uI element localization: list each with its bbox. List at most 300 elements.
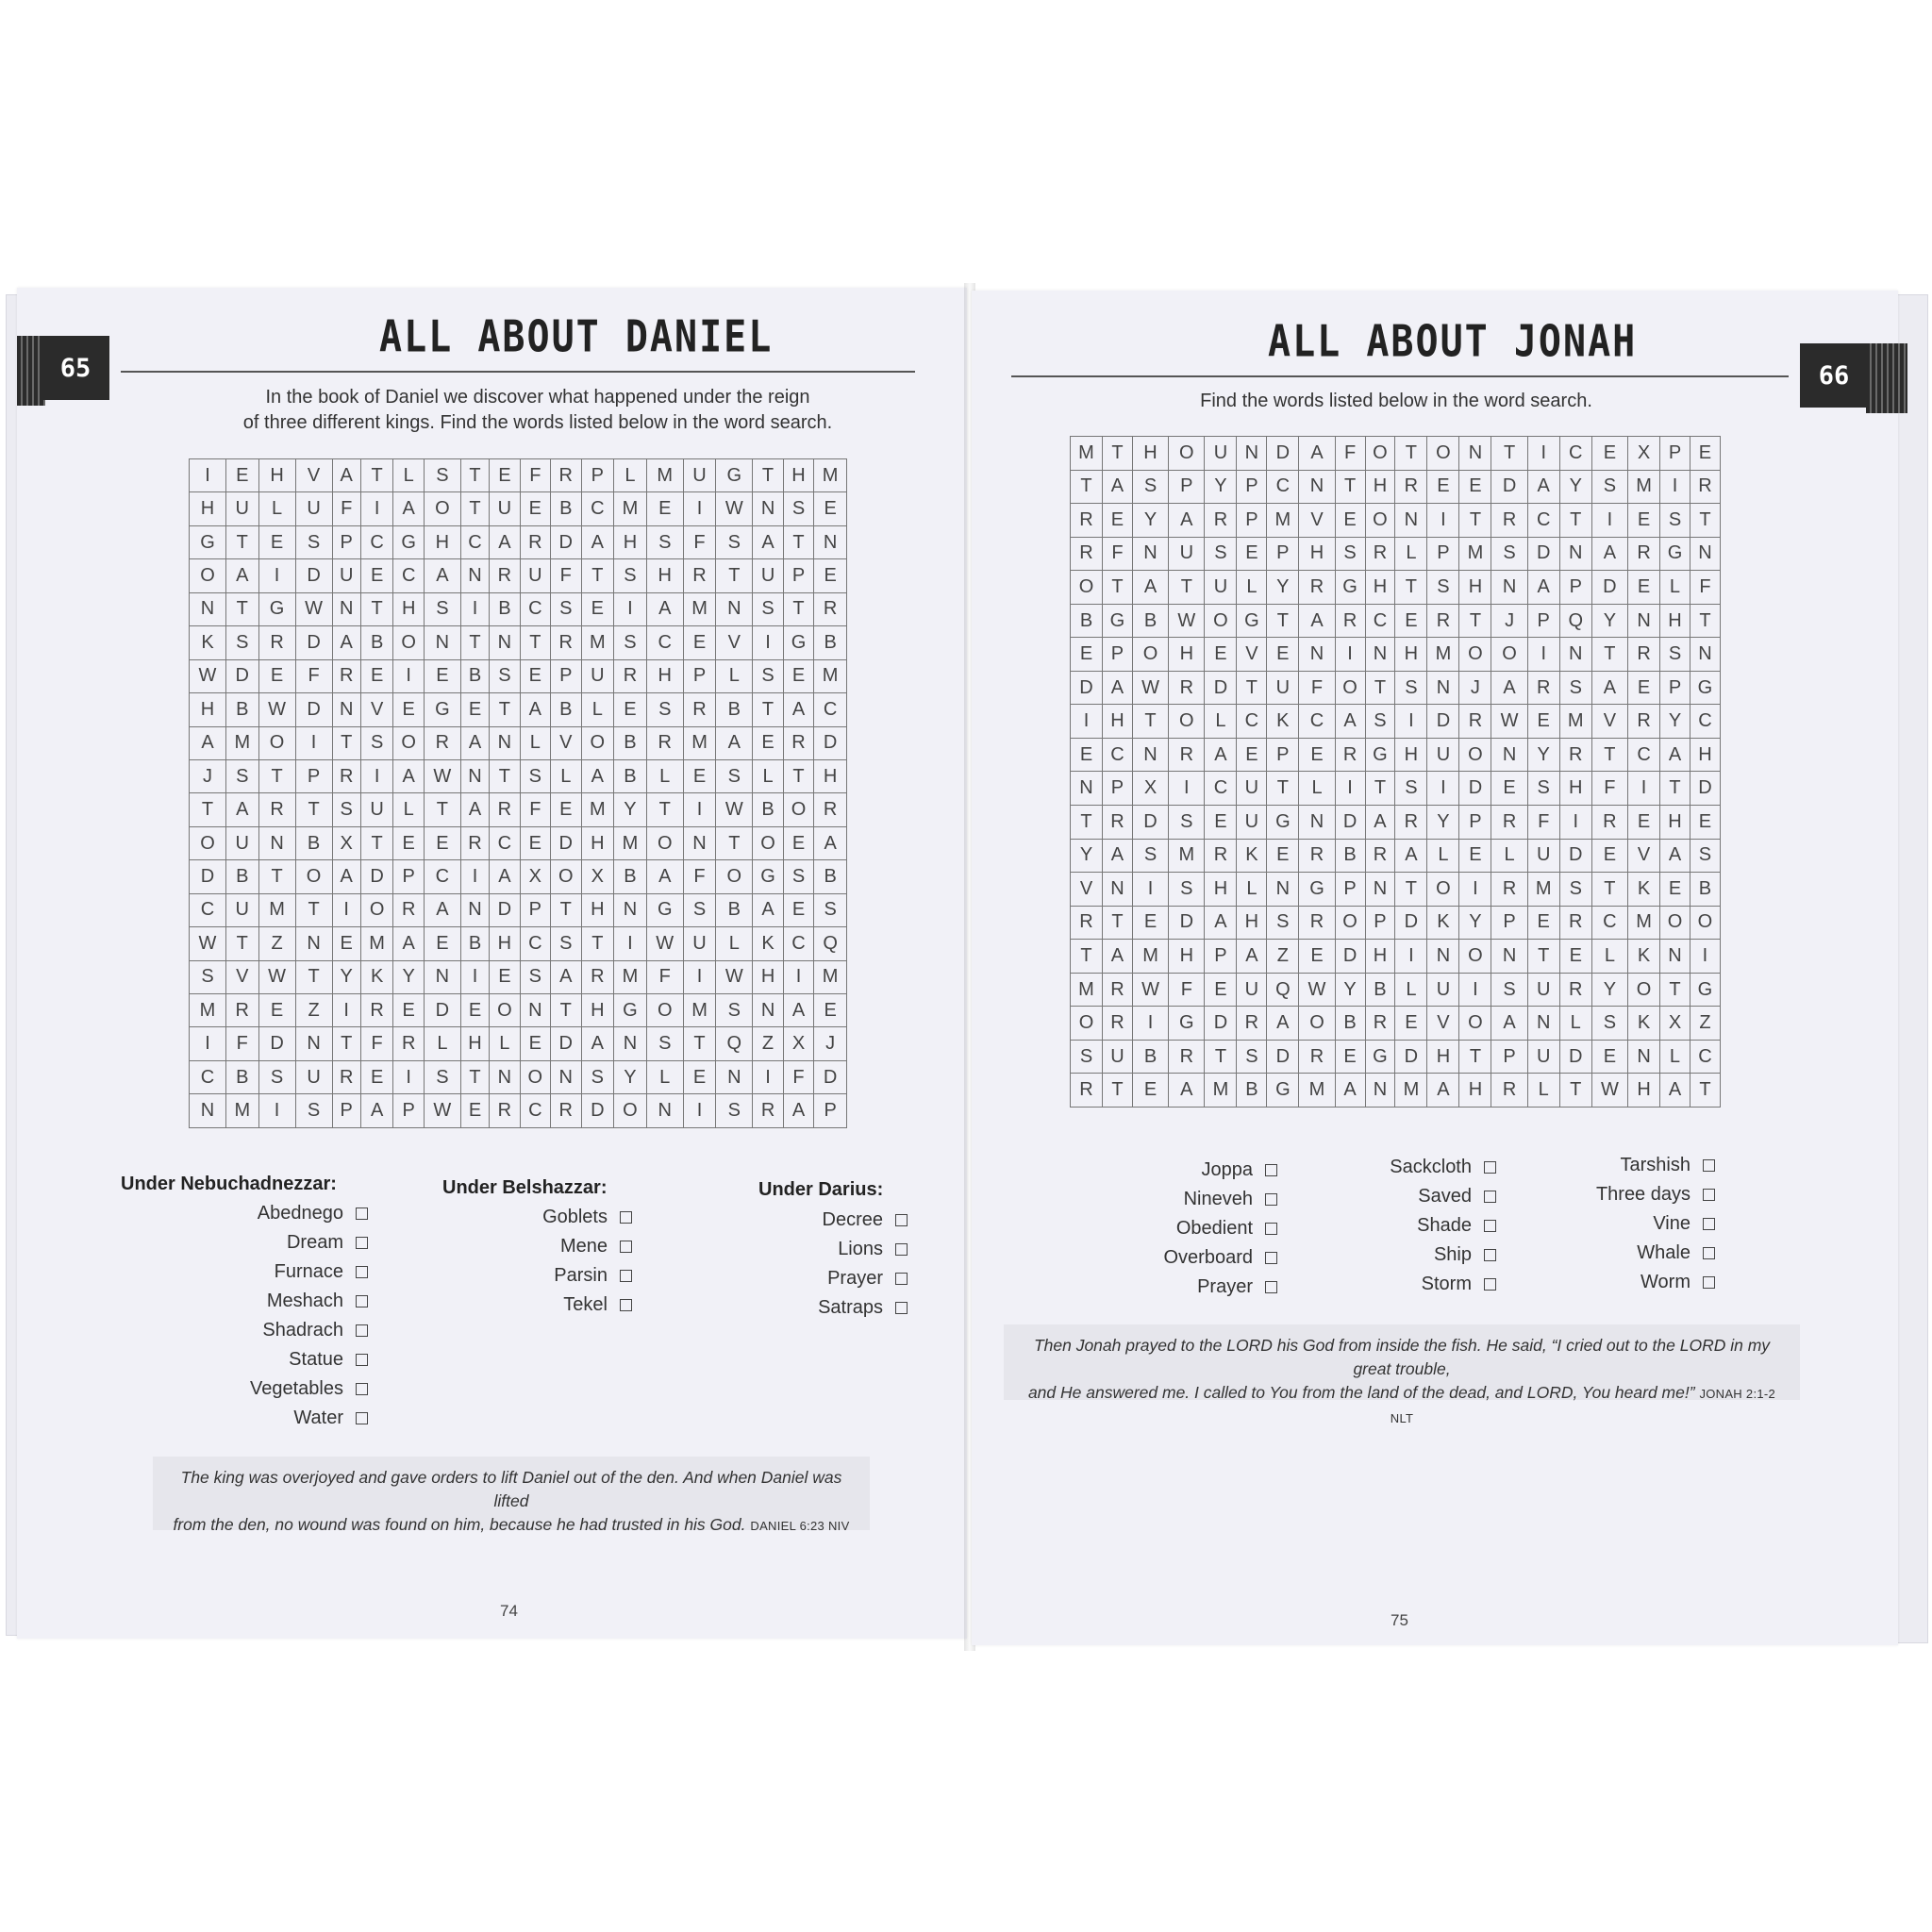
grid-cell: B — [1365, 973, 1395, 1007]
grid-cell: M — [1071, 973, 1103, 1007]
grid-cell: I — [295, 726, 332, 759]
grid-cell: E — [1132, 1074, 1168, 1108]
grid-cell: C — [1527, 504, 1559, 538]
grid-cell: X — [1660, 1007, 1690, 1041]
grid-cell: D — [1591, 571, 1627, 605]
grid-cell: D — [1395, 906, 1427, 940]
grid-cell: U — [1527, 973, 1559, 1007]
grid-cell: E — [424, 927, 460, 960]
word-checkbox[interactable] — [356, 1208, 368, 1220]
grid-cell: A — [1395, 839, 1427, 873]
grid-cell: R — [1103, 973, 1133, 1007]
grid-cell: M — [1628, 470, 1660, 504]
grid-cell: S — [1335, 537, 1365, 571]
grid-cell: S — [646, 525, 683, 558]
grid-cell: M — [1267, 504, 1299, 538]
grid-cell: O — [1365, 437, 1395, 471]
grid-cell: N — [1559, 638, 1591, 672]
grid-cell: T — [1527, 940, 1559, 974]
grid-cell: T — [1459, 504, 1491, 538]
grid-cell: S — [190, 960, 226, 993]
word-checkbox[interactable] — [1703, 1218, 1715, 1230]
grid-cell: W — [258, 693, 295, 726]
grid-cell: E — [1299, 940, 1335, 974]
grid-cell: E — [581, 592, 614, 625]
word-checkbox[interactable] — [1484, 1191, 1496, 1203]
grid-cell: L — [258, 492, 295, 525]
grid-cell: Y — [1205, 470, 1237, 504]
word-checkbox[interactable] — [1703, 1159, 1715, 1172]
right-intro — [1113, 389, 1679, 414]
grid-cell: G — [424, 693, 460, 726]
grid-cell: U — [1427, 973, 1459, 1007]
grid-cell: S — [1132, 470, 1168, 504]
grid-cell: E — [753, 726, 783, 759]
grid-cell: T — [716, 559, 753, 592]
grid-cell: I — [393, 659, 424, 692]
grid-cell: M — [581, 793, 614, 826]
grid-cell: M — [1628, 906, 1660, 940]
grid-cell: D — [424, 994, 460, 1027]
grid-cell: J — [1491, 604, 1527, 638]
grid-cell: H — [258, 459, 295, 492]
grid-cell: R — [1395, 470, 1427, 504]
grid-cell: N — [332, 592, 360, 625]
grid-cell: A — [520, 693, 550, 726]
word-checkbox[interactable] — [1484, 1161, 1496, 1174]
grid-cell: A — [1660, 1074, 1690, 1108]
grid-cell: G — [646, 893, 683, 926]
grid-row — [190, 960, 847, 993]
grid-cell: U — [753, 559, 783, 592]
grid-cell: T — [424, 793, 460, 826]
grid-cell: T — [258, 860, 295, 893]
grid-cell: C — [520, 927, 550, 960]
grid-cell: S — [1365, 705, 1395, 739]
grid-row — [1071, 705, 1721, 739]
grid-cell: U — [683, 459, 716, 492]
grid-cell: E — [1205, 806, 1237, 840]
word-list-item — [774, 1206, 908, 1235]
grid-cell: A — [490, 860, 520, 893]
grid-cell: P — [1267, 537, 1299, 571]
grid-cell: S — [683, 893, 716, 926]
grid-cell: G — [716, 459, 753, 492]
grid-cell: A — [1299, 437, 1335, 471]
grid-cell: Y — [614, 1060, 647, 1093]
word-checkbox[interactable] — [895, 1302, 908, 1314]
grid-cell: P — [1365, 906, 1395, 940]
word-list-item — [1321, 1270, 1496, 1299]
word-label: Statue — [289, 1349, 343, 1370]
grid-cell: O — [1628, 973, 1660, 1007]
grid-cell: U — [490, 492, 520, 525]
word-checkbox[interactable] — [356, 1295, 368, 1307]
grid-cell: A — [393, 759, 424, 792]
grid-row — [190, 592, 847, 625]
grid-cell: K — [190, 626, 226, 659]
grid-row — [1071, 638, 1721, 672]
word-checkbox[interactable] — [356, 1237, 368, 1249]
grid-cell: H — [814, 759, 847, 792]
word-checkbox[interactable] — [356, 1324, 368, 1337]
grid-cell: B — [225, 1060, 258, 1093]
grid-cell: D — [258, 1027, 295, 1060]
grid-cell: N — [683, 826, 716, 859]
word-label: Prayer — [827, 1268, 883, 1289]
grid-row — [190, 559, 847, 592]
grid-cell: H — [1169, 638, 1205, 672]
word-label: Goblets — [542, 1207, 608, 1227]
grid-cell: R — [1365, 839, 1395, 873]
grid-cell: E — [1103, 504, 1133, 538]
word-list-item — [1547, 1209, 1715, 1239]
grid-cell: I — [1132, 1007, 1168, 1041]
grid-cell: L — [1427, 839, 1459, 873]
grid-cell: S — [1267, 906, 1299, 940]
grid-cell: A — [1591, 671, 1627, 705]
grid-cell: W — [424, 759, 460, 792]
grid-cell: L — [1527, 1074, 1559, 1108]
grid-cell: R — [1559, 906, 1591, 940]
word-checkbox[interactable] — [895, 1243, 908, 1256]
grid-cell: N — [1395, 504, 1427, 538]
grid-cell: H — [1690, 738, 1720, 772]
grid-cell: N — [460, 559, 489, 592]
word-checkbox[interactable] — [620, 1270, 632, 1282]
grid-cell: R — [783, 726, 813, 759]
grid-row — [190, 693, 847, 726]
grid-cell: S — [1559, 671, 1591, 705]
word-checkbox[interactable] — [1703, 1276, 1715, 1289]
grid-cell: G — [753, 860, 783, 893]
grid-cell: N — [1299, 638, 1335, 672]
grid-cell: R — [1205, 839, 1237, 873]
grid-cell: A — [1299, 604, 1335, 638]
grid-cell: R — [614, 659, 647, 692]
grid-cell: L — [1395, 537, 1427, 571]
grid-cell: T — [1591, 638, 1627, 672]
grid-cell: R — [1237, 1007, 1267, 1041]
grid-cell: W — [1491, 705, 1527, 739]
grid-cell: A — [1527, 470, 1559, 504]
grid-cell: T — [490, 693, 520, 726]
word-checkbox[interactable] — [895, 1273, 908, 1285]
grid-cell: S — [258, 1060, 295, 1093]
grid-row — [190, 759, 847, 792]
grid-cell: K — [1427, 906, 1459, 940]
grid-cell: S — [490, 659, 520, 692]
word-label: Lions — [838, 1239, 883, 1259]
grid-cell: E — [225, 459, 258, 492]
grid-cell: N — [490, 626, 520, 659]
grid-cell: V — [1591, 705, 1627, 739]
grid-cell: H — [581, 893, 614, 926]
grid-cell: B — [614, 759, 647, 792]
word-checkbox[interactable] — [1703, 1247, 1715, 1259]
grid-cell: F — [1103, 537, 1133, 571]
grid-cell: C — [581, 492, 614, 525]
word-checkbox[interactable] — [620, 1241, 632, 1253]
grid-cell: I — [1527, 638, 1559, 672]
grid-cell: O — [1365, 504, 1395, 538]
grid-cell: I — [1559, 806, 1591, 840]
word-checkbox[interactable] — [356, 1412, 368, 1424]
grid-cell: R — [814, 592, 847, 625]
grid-cell: H — [1365, 571, 1395, 605]
word-label: Shadrach — [262, 1320, 343, 1341]
grid-cell: R — [1299, 839, 1335, 873]
grid-cell: M — [190, 994, 226, 1027]
grid-cell: T — [1237, 671, 1267, 705]
grid-cell: B — [225, 860, 258, 893]
grid-row — [190, 726, 847, 759]
grid-cell: H — [1365, 940, 1395, 974]
grid-cell: I — [1395, 705, 1427, 739]
grid-cell: E — [1267, 638, 1299, 672]
word-checkbox[interactable] — [620, 1211, 632, 1224]
grid-cell: R — [490, 559, 520, 592]
grid-cell: K — [1628, 940, 1660, 974]
word-checkbox[interactable] — [1265, 1164, 1277, 1176]
grid-cell: F — [332, 492, 360, 525]
grid-cell: L — [1237, 873, 1267, 907]
grid-cell: I — [332, 893, 360, 926]
word-checkbox[interactable] — [620, 1299, 632, 1311]
grid-cell: E — [1459, 839, 1491, 873]
grid-cell: R — [332, 759, 360, 792]
word-checkbox[interactable] — [356, 1266, 368, 1278]
grid-cell: T — [1103, 906, 1133, 940]
grid-cell: R — [1591, 806, 1627, 840]
word-checkbox[interactable] — [1265, 1193, 1277, 1206]
grid-cell: W — [716, 960, 753, 993]
grid-cell: P — [783, 559, 813, 592]
grid-cell: E — [1591, 1040, 1627, 1074]
grid-cell: I — [1660, 470, 1690, 504]
grid-cell: U — [520, 559, 550, 592]
word-checkbox[interactable] — [1265, 1252, 1277, 1264]
word-label: Tarshish — [1620, 1155, 1690, 1175]
word-checkbox[interactable] — [1484, 1220, 1496, 1232]
grid-cell: D — [581, 1094, 614, 1128]
grid-cell: A — [424, 893, 460, 926]
grid-cell: I — [783, 960, 813, 993]
grid-cell: D — [551, 826, 581, 859]
grid-cell: W — [190, 927, 226, 960]
grid-cell: A — [646, 860, 683, 893]
grid-cell: D — [360, 860, 393, 893]
grid-cell: T — [1591, 873, 1627, 907]
grid-cell: G — [1169, 1007, 1205, 1041]
grid-cell: O — [360, 893, 393, 926]
word-label: Obedient — [1175, 1218, 1253, 1239]
grid-cell: M — [1071, 437, 1103, 471]
grid-cell: S — [1591, 1007, 1627, 1041]
grid-cell: E — [1335, 504, 1365, 538]
grid-cell: T — [1071, 806, 1103, 840]
grid-cell: R — [1365, 1007, 1395, 1041]
grid-cell: R — [551, 626, 581, 659]
grid-cell: N — [1690, 537, 1720, 571]
grid-cell: Y — [1591, 604, 1627, 638]
word-list-item — [1321, 1241, 1496, 1270]
grid-cell: Y — [1427, 806, 1459, 840]
grid-cell: T — [1591, 738, 1627, 772]
grid-cell: V — [1427, 1007, 1459, 1041]
word-checkbox[interactable] — [895, 1214, 908, 1226]
grid-cell: A — [1267, 1007, 1299, 1041]
grid-cell: H — [646, 659, 683, 692]
grid-cell: A — [1205, 906, 1237, 940]
grid-cell: C — [1205, 772, 1237, 806]
word-list-item — [491, 1203, 632, 1232]
word-checkbox[interactable] — [356, 1354, 368, 1366]
grid-cell: K — [753, 927, 783, 960]
word-list-item — [217, 1374, 368, 1404]
grid-cell: S — [551, 927, 581, 960]
grid-cell: G — [258, 592, 295, 625]
grid-cell: M — [581, 626, 614, 659]
grid-cell: S — [646, 693, 683, 726]
grid-cell: N — [1132, 537, 1168, 571]
grid-cell: E — [646, 492, 683, 525]
grid-cell: A — [1205, 738, 1237, 772]
grid-cell: T — [295, 793, 332, 826]
grid-cell: T — [783, 592, 813, 625]
grid-cell: X — [332, 826, 360, 859]
grid-cell: S — [360, 726, 393, 759]
grid-cell: E — [360, 1060, 393, 1093]
grid-cell: T — [646, 793, 683, 826]
word-checkbox[interactable] — [1265, 1223, 1277, 1235]
grid-cell: U — [581, 659, 614, 692]
grid-cell: R — [753, 1094, 783, 1128]
word-checkbox[interactable] — [356, 1383, 368, 1395]
grid-cell: E — [1071, 738, 1103, 772]
grid-cell: R — [520, 525, 550, 558]
grid-cell: A — [332, 626, 360, 659]
word-checkbox[interactable] — [1484, 1278, 1496, 1291]
grid-cell: R — [1169, 738, 1205, 772]
grid-cell: N — [614, 1027, 647, 1060]
grid-cell: N — [551, 1060, 581, 1093]
right-page-title: ALL ABOUT JONAH — [1268, 317, 1638, 367]
jonah-verse-box — [1004, 1324, 1800, 1425]
verse-reference: JONAH 2:1-2 NLT — [1390, 1387, 1776, 1425]
grid-cell: A — [581, 1027, 614, 1060]
group-heading-nebuchadnezzar: Under Nebuchadnezzar: — [121, 1174, 337, 1194]
grid-cell: T — [258, 759, 295, 792]
grid-cell: M — [683, 592, 716, 625]
grid-cell: R — [1299, 571, 1335, 605]
grid-cell: N — [190, 592, 226, 625]
grid-cell: R — [490, 1094, 520, 1128]
grid-cell: T — [783, 525, 813, 558]
word-checkbox[interactable] — [1703, 1189, 1715, 1201]
grid-cell: Q — [814, 927, 847, 960]
grid-cell: S — [1591, 470, 1627, 504]
grid-cell: G — [190, 525, 226, 558]
grid-cell: M — [814, 960, 847, 993]
word-label: Mene — [559, 1236, 608, 1257]
grid-cell: W — [190, 659, 226, 692]
grid-cell: H — [753, 960, 783, 993]
grid-cell: L — [646, 1060, 683, 1093]
grid-cell: E — [814, 559, 847, 592]
grid-cell: E — [1459, 470, 1491, 504]
grid-cell: M — [814, 459, 847, 492]
grid-cell: U — [1427, 738, 1459, 772]
grid-row — [1071, 738, 1721, 772]
grid-cell: B — [614, 726, 647, 759]
grid-cell: O — [520, 1060, 550, 1093]
grid-cell: G — [1267, 1074, 1299, 1108]
grid-cell: Q — [1559, 604, 1591, 638]
grid-cell: M — [225, 726, 258, 759]
word-list-item — [774, 1235, 908, 1264]
grid-cell: R — [1103, 1007, 1133, 1041]
grid-cell: E — [1071, 638, 1103, 672]
grid-cell: H — [1205, 873, 1237, 907]
grid-cell: M — [1299, 1074, 1335, 1108]
grid-cell: T — [1395, 873, 1427, 907]
grid-cell: A — [753, 525, 783, 558]
grid-cell: N — [1527, 1007, 1559, 1041]
grid-cell: D — [1205, 671, 1237, 705]
grid-cell: U — [332, 559, 360, 592]
grid-row — [1071, 973, 1721, 1007]
grid-row — [1071, 839, 1721, 873]
grid-cell: J — [190, 759, 226, 792]
grid-cell: T — [1103, 1074, 1133, 1108]
grid-cell: Y — [332, 960, 360, 993]
grid-cell: D — [225, 659, 258, 692]
grid-cell: S — [716, 994, 753, 1027]
grid-cell: T — [1335, 470, 1365, 504]
grid-cell: E — [258, 994, 295, 1027]
grid-cell: M — [614, 960, 647, 993]
grid-cell: I — [753, 1060, 783, 1093]
word-checkbox[interactable] — [1484, 1249, 1496, 1261]
grid-cell: U — [225, 492, 258, 525]
grid-cell: O — [295, 860, 332, 893]
grid-cell: T — [551, 994, 581, 1027]
grid-cell: I — [614, 927, 647, 960]
grid-cell: A — [1427, 1074, 1459, 1108]
grid-cell: I — [332, 994, 360, 1027]
grid-cell: I — [190, 459, 226, 492]
word-label: Vegetables — [250, 1378, 343, 1399]
grid-cell: E — [1559, 940, 1591, 974]
grid-cell: I — [1459, 873, 1491, 907]
grid-row — [190, 893, 847, 926]
grid-cell: T — [683, 1027, 716, 1060]
grid-cell: O — [551, 860, 581, 893]
word-list-item — [1547, 1268, 1715, 1297]
grid-cell: S — [1169, 873, 1205, 907]
grid-cell: S — [753, 659, 783, 692]
word-checkbox[interactable] — [1265, 1281, 1277, 1293]
grid-cell: I — [190, 1027, 226, 1060]
grid-cell: D — [1427, 705, 1459, 739]
grid-cell: S — [1660, 638, 1690, 672]
grid-cell: I — [1690, 940, 1720, 974]
grid-cell: E — [460, 994, 489, 1027]
grid-cell: U — [683, 927, 716, 960]
grid-cell: D — [1205, 1007, 1237, 1041]
grid-cell: E — [360, 659, 393, 692]
